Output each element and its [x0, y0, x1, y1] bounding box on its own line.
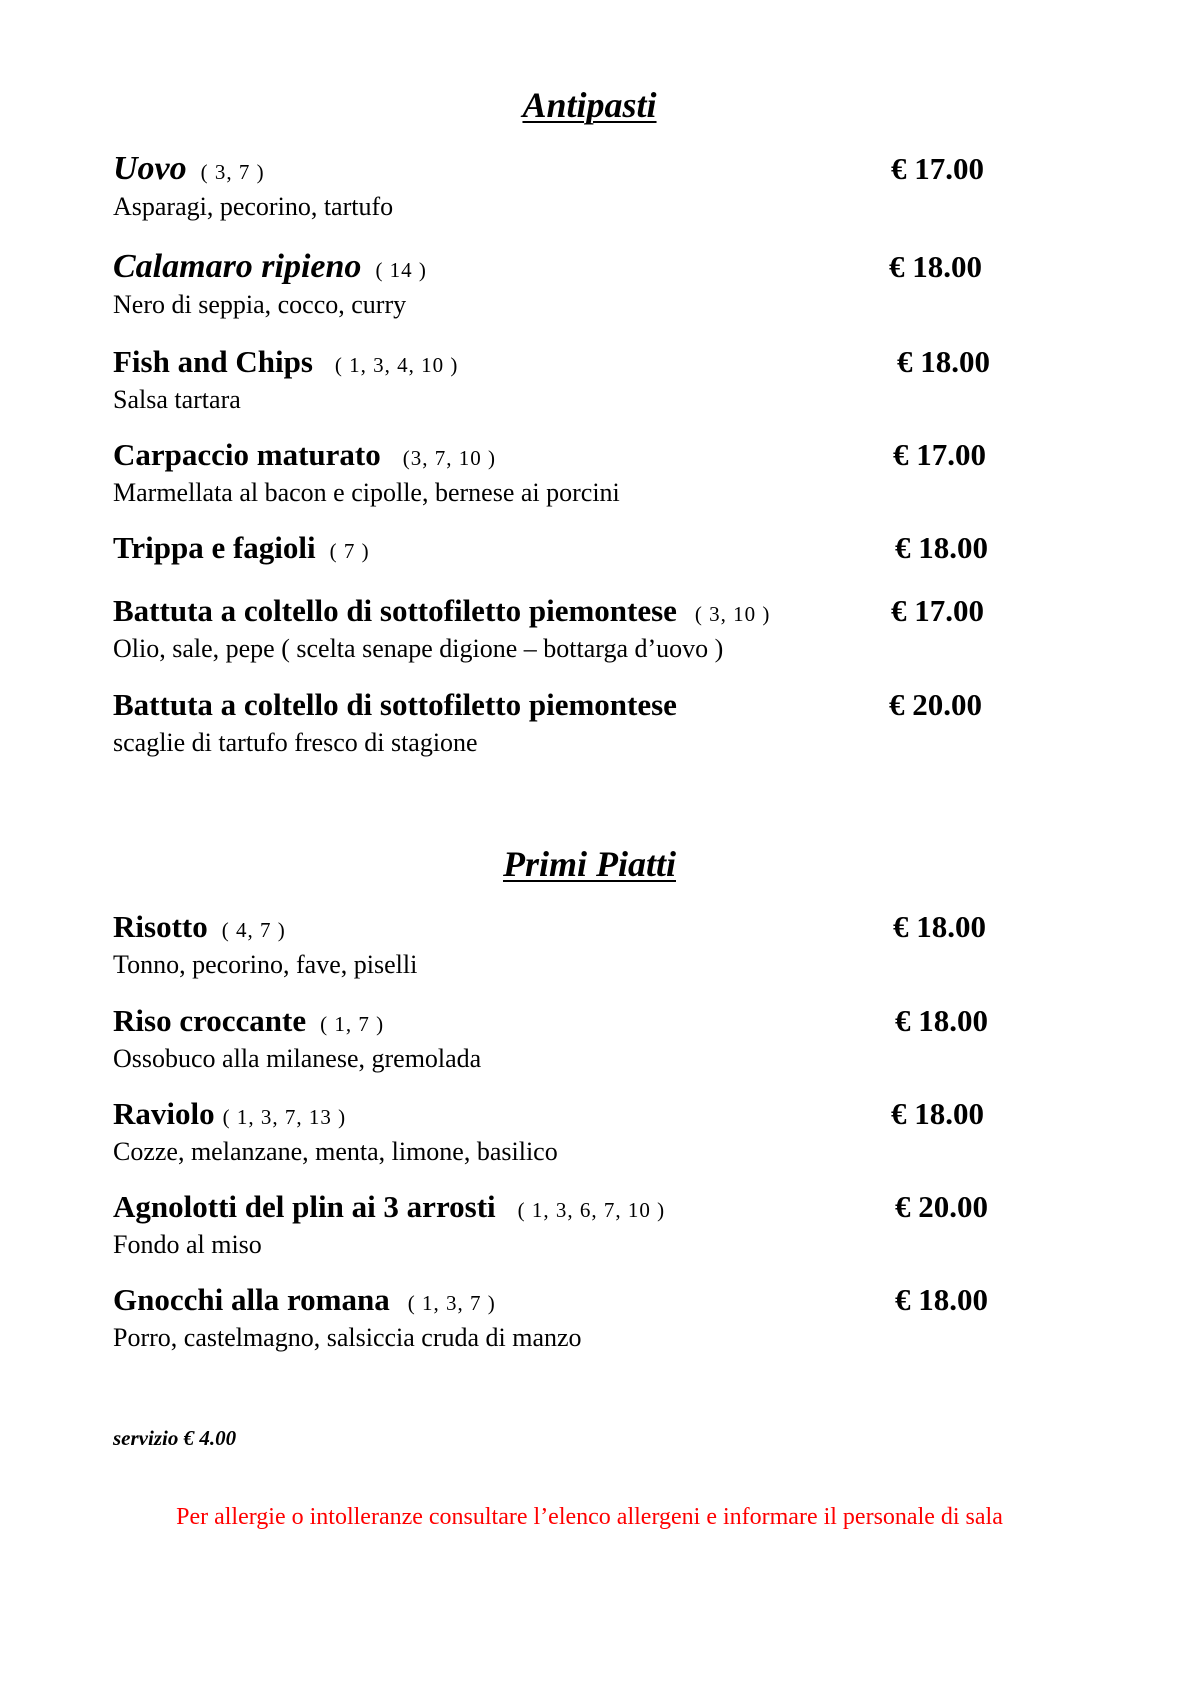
item-price: € 20.00 — [895, 1189, 988, 1224]
item-description: Cozze, melanzane, menta, limone, basilico — [113, 1137, 558, 1166]
menu-item — [113, 343, 1073, 416]
item-allergens: ( 1, 3, 7, 13 ) — [222, 1105, 347, 1129]
item-allergens: (3, 7, 10 ) — [402, 446, 496, 470]
item-allergens: ( 1, 3, 7 ) — [407, 1291, 496, 1315]
menu-item — [113, 1188, 1073, 1261]
item-name: Battuta a coltello di sottofiletto piemontese — [113, 593, 677, 628]
item-description: Salsa tartara — [113, 385, 241, 414]
item-name: Risotto — [113, 909, 208, 944]
menu-item — [113, 592, 1073, 665]
item-price: € 18.00 — [895, 1282, 988, 1317]
menu-item — [113, 436, 1073, 509]
menu-item — [113, 150, 1073, 223]
item-price: € 17.00 — [893, 437, 986, 472]
item-allergens: ( 4, 7 ) — [221, 918, 286, 942]
item-price: € 18.00 — [895, 530, 988, 565]
item-allergens: ( 14 ) — [375, 258, 427, 282]
item-name: Raviolo — [113, 1096, 215, 1131]
menu-item — [113, 529, 1073, 570]
item-description: Olio, sale, pepe ( scelta senape digione – bottarga d’uovo ) — [113, 634, 724, 663]
section-title-antipasti: Antipasti — [522, 85, 657, 125]
item-allergens: ( 3, 10 ) — [694, 602, 771, 626]
item-name: Agnolotti del plin ai 3 arrosti — [113, 1189, 496, 1224]
item-allergens: ( 7 ) — [329, 539, 370, 563]
item-name: Calamaro ripieno — [113, 248, 362, 285]
item-price: € 17.00 — [891, 593, 984, 628]
item-description: Asparagi, pecorino, tartufo — [113, 192, 394, 221]
section-title-primi-piatti: Primi Piatti — [502, 844, 676, 884]
item-name: Carpaccio maturato — [113, 437, 381, 472]
item-name: Fish and Chips — [113, 344, 313, 379]
item-price: € 18.00 — [889, 249, 982, 284]
item-description: Fondo al miso — [113, 1230, 262, 1259]
menu-item — [113, 1002, 1073, 1075]
menu-item — [113, 1095, 1073, 1168]
service-charge: servizio € 4.00 — [113, 1426, 237, 1450]
menu-item — [113, 686, 1073, 759]
item-description: Marmellata al bacon e cipolle, bernese ai porcini — [113, 478, 620, 507]
menu-item — [113, 908, 1073, 981]
menu-item — [113, 1281, 1073, 1354]
item-allergens: ( 1, 3, 4, 10 ) — [334, 353, 459, 377]
item-allergens: ( 1, 3, 6, 7, 10 ) — [517, 1198, 666, 1222]
item-name: Trippa e fagioli — [113, 530, 316, 565]
item-price: € 18.00 — [897, 344, 990, 379]
item-name: Gnocchi alla romana — [113, 1282, 390, 1317]
item-description: Ossobuco alla milanese, gremolada — [113, 1044, 482, 1073]
item-allergens: ( 3, 7 ) — [200, 160, 265, 184]
item-allergens: ( 1, 7 ) — [320, 1012, 385, 1036]
item-price: € 18.00 — [895, 1003, 988, 1038]
item-description: Tonno, pecorino, fave, piselli — [113, 950, 418, 979]
item-description: Nero di seppia, cocco, curry — [113, 290, 407, 319]
item-name: Battuta a coltello di sottofiletto piemontese — [113, 687, 677, 722]
menu-item — [113, 248, 1073, 321]
item-price: € 20.00 — [889, 687, 982, 722]
item-description: Porro, castelmagno, salsiccia cruda di manzo — [113, 1323, 582, 1352]
item-name: Uovo — [113, 150, 187, 187]
allergy-notice: Per allergie o intolleranze consultare l’elenco allergeni e informare il personale di sala — [176, 1504, 1003, 1530]
item-price: € 18.00 — [893, 909, 986, 944]
item-name: Riso croccante — [113, 1003, 307, 1038]
item-price: € 18.00 — [891, 1096, 984, 1131]
item-price: € 17.00 — [891, 151, 984, 186]
item-description: scaglie di tartufo fresco di stagione — [113, 728, 478, 757]
